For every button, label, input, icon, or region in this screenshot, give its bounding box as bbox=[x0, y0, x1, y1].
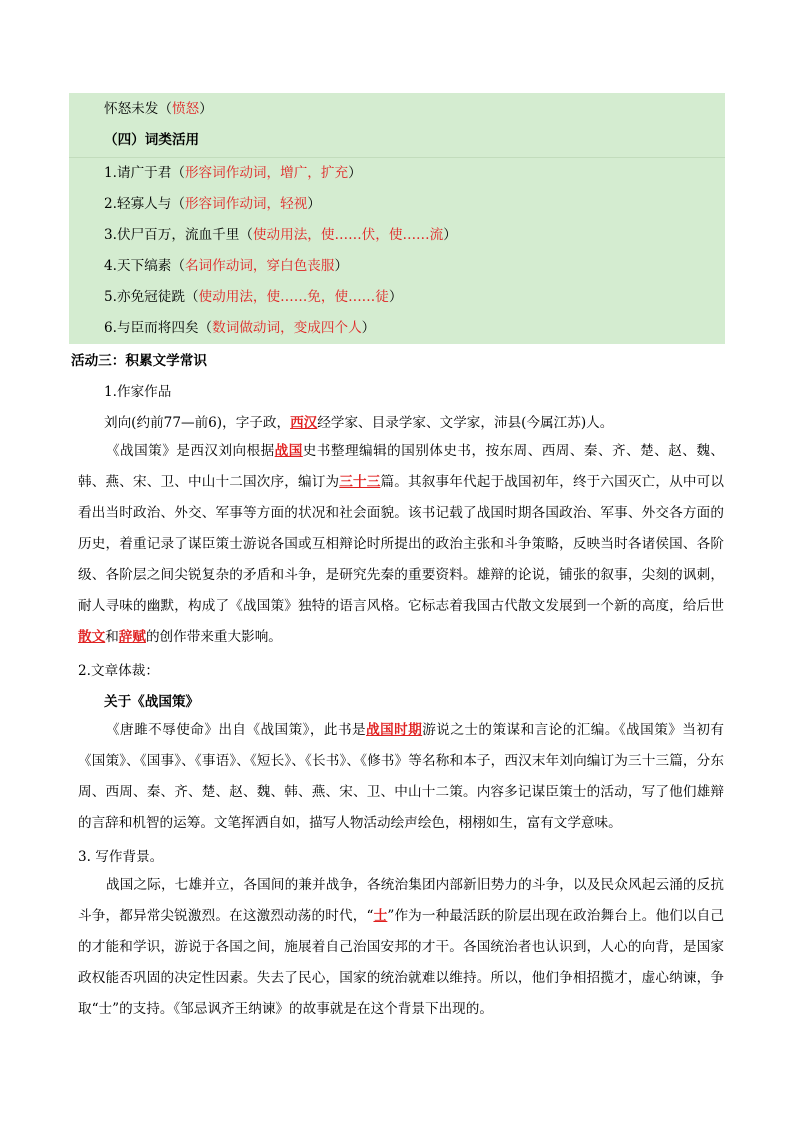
book-description: 《战国策》是西汉刘向根据战国史书整理编辑的国别体史书，按东周、西周、秦、齐、楚、赵、魏、韩、燕、宋、卫、中山十二国次序，编订为三十三篇。其叙事年代起于战国初年，终于六国灭亡，从中可以看出当时政治、外交、军事等方面的状况和社会面貌。该书记载了战国时期各国政治、军事、外交各方面的历史，着重记录了谋臣策士游说各国或互相辩论时所提出的政治主张和斗争策略，反映当时各诸侯国、各阶级、各阶层之间尖锐复杂的矛盾和斗争，是研究先秦的重要资料。雄辩的论说，铺张的叙事，尖刻的讽刺，耐人寻味的幽默，构成了《战国策》独特的语言风格。它标志着我国古代散文发展到一个新的高度，给后世散文和辞赋的创作带来重大影响。 bbox=[78, 443, 725, 645]
word-usage-heading: （四）词类活用 bbox=[104, 132, 200, 148]
section-heading-genre: 2.文章体裁： bbox=[78, 663, 159, 679]
genre-description: 《唐雎不辱使命》出自《战国策》，此书是战国时期游说之士的策谋和言论的汇编。《战国策》当初有《国策》、《国事》、《事语》、《短长》、《长书》、《修书》等名称和本子，西汉末年刘向编订为三十三篇，分东周、西周、秦、齐、楚、赵、魏、韩、燕、宋、卫、中山十二策。内容多记谋臣策士的活动，写了他们雄辩的言辞和机智的运筹。文笔挥洒自如，描写人物活动绘声绘色，栩栩如生，富有文学意味。 bbox=[78, 722, 724, 831]
word-usage-item: 5.亦免冠徒跣（使动用法，使……免，使……徒） bbox=[104, 289, 403, 305]
section-heading-author-works: 1.作家作品 bbox=[104, 384, 172, 400]
author-intro: 刘向(约前77—前6)，字子政，西汉经学家、目录学家、文学家，沛县(今属江苏)人。 bbox=[104, 415, 614, 431]
green-box-word-usage bbox=[69, 158, 725, 344]
box-line-anger: 怀怒未发（愤怒） bbox=[104, 101, 213, 117]
word-usage-item: 6.与臣而将四矣（数词做动词，变成四个人） bbox=[104, 320, 376, 336]
background-description: 战国之际，七雄并立，各国间的兼并战争，各统治集团内部新旧势力的斗争，以及民众风起云涌的反抗斗争，都异常尖锐激烈。在这激烈动荡的时代，“士”作为一种最活跃的阶层出现在政治舞台上。他们以自己的才能和学识，游说于各国之间，施展着自己治国安邦的才干。各国统治者也认识到，人心的向背，是国家政权能否巩固的决定性因素。失去了民心，国家的统治就难以维持。所以，他们争相招揽才，虚心纳谏，争取“士”的支持。《邹忌讽齐王纳谏》的故事就是在这个背景下出现的。 bbox=[78, 877, 725, 1017]
word-usage-item: 3.伏尸百万，流血千里（使动用法，使……伏，使……流） bbox=[104, 227, 457, 243]
word-usage-item: 1.请广于君（形容词作动词，增广，扩充） bbox=[104, 165, 362, 181]
genre-subheading: 关于《战国策》 bbox=[104, 694, 200, 710]
word-usage-item: 4.天下缟素（名词作动词，穿白色丧服） bbox=[104, 258, 349, 274]
word-usage-item: 2.轻寡人与（形容词作动词，轻视） bbox=[104, 196, 321, 212]
section-heading-background: 3. 写作背景。 bbox=[78, 849, 164, 865]
activity-title: 活动三：积累文学常识 bbox=[71, 353, 207, 369]
